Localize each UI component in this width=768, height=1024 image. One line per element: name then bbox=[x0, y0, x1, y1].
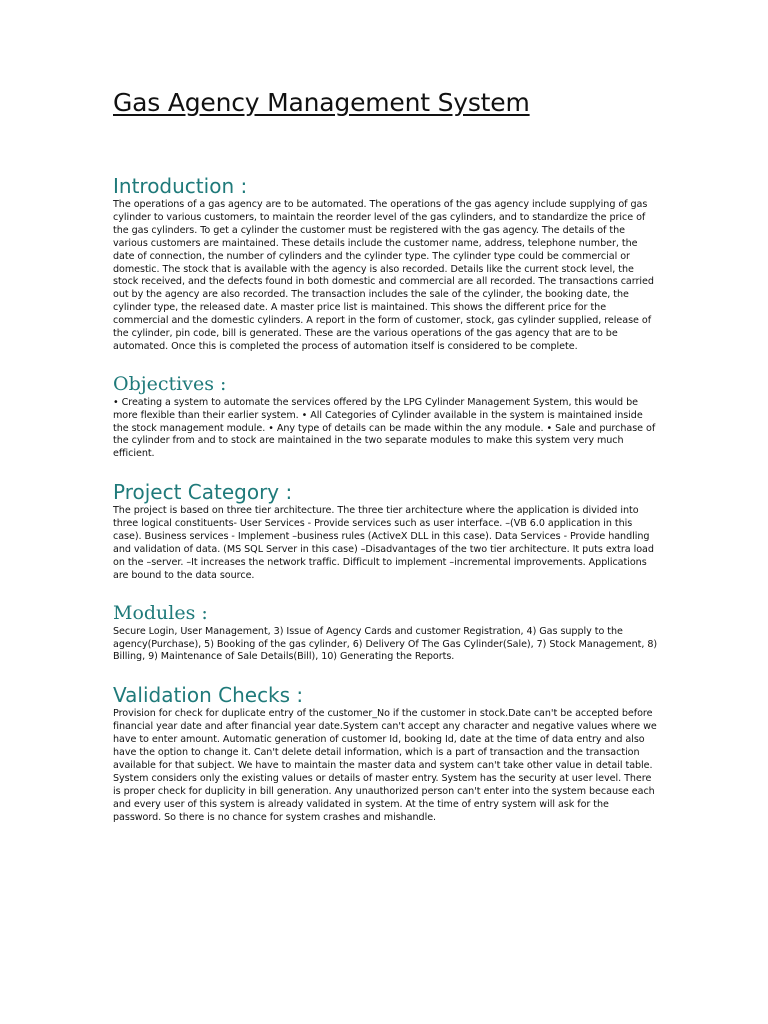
section-modules bbox=[113, 603, 658, 665]
section-body-introduction: The operations of a gas agency are to be automated. The operations of the gas agency include supplying of gas cylinder to various customers, to maintain the reorder level of the gas cylinders, and to standardize the price of the gas cylinders. To get a cylinder the customer must be registered with the gas agency. The details of the various customers are maintained. These details include the customer name, address, telephone number, the date of connection, the number of cylinders and the cylinder type. The cylinder type could be commercial or domestic. The stock that is available with the agency is also recorded. Details like the current stock level, the stock received, and the defects found in both domestic and commercial are all recorded. The transactions carried out by the agency are also recorded. The transaction includes the sale of the cylinder, the booking date, the cylinder type, the released date. A master price list is maintained. This shows the different price for the commercial and the domestic cylinders. A report in the form of customer, stock, gas cylinder supplied, release of the cylinder, pin code, bill is generated. These are the various operations of the gas agency that are to be automated. Once this is completed the process of automation itself is considered to be complete. bbox=[113, 199, 654, 352]
section-body-objectives: • Creating a system to automate the services offered by the LPG Cylinder Management System, this would be more flexible than their earlier system. • All Categories of Cylinder available in the system is maintained inside the stock management module. • Any type of details can be made within the any module. • Sale and purchase of the cylinder from and to stock are maintained in the two separate modules to make this system very much efficient. bbox=[113, 396, 656, 460]
document-title: Gas Agency Management System bbox=[113, 88, 530, 117]
section-heading-introduction: Introduction : bbox=[113, 174, 248, 198]
section-body-project-category: The project is based on three tier architecture. The three tier architecture where the application is divided into three logical constituents- User Services - Provide services such as user interface. –(VB 6.0 application in this case). Business services - Implement –business rules (ActiveX DLL in this case). Data Services - Provide handling and validation of data. (MS SQL Server in this case) –Disadvantages of the two tier architecture. It puts extra load on the –server. –It increases the network traffic. Difficult to implement –incremental improvements. Applications are bound to the data source. bbox=[113, 505, 654, 581]
section-heading-project-category: Project Category : bbox=[113, 480, 293, 505]
section-objectives bbox=[113, 374, 658, 461]
section-introduction bbox=[113, 175, 658, 354]
section-heading-validation-checks: Validation Checks : bbox=[113, 683, 304, 708]
section-body-validation-checks: Provision for check for duplicate entry of the customer_No if the customer in stock.Date can't be accepted before financial year date and after financial year date.System can't accept any character and negative values where we have to enter amount. Automatic generation of customer Id, booking Id, date at the time of data entry and also have the option to change it. Can't delete detail information, which is a part of transaction and the transaction available for that subject. We have to maintain the master data and system can't take other value in detail table. System considers only the existing values or details of master entry. System has the security at user level. There is proper check for duplicity in bill generation. Any unauthorized person can't enter into the system because each and every user of this system is already validated in system. At the time of entry system will ask for the password. So there is no chance for system crashes and mishandle. bbox=[113, 708, 657, 823]
section-project-category bbox=[113, 481, 658, 582]
section-validation-checks bbox=[113, 684, 658, 824]
section-heading-objectives: Objectives : bbox=[113, 372, 227, 395]
section-heading-modules: Modules : bbox=[113, 601, 208, 624]
section-body-modules: Secure Login, User Management, 3) Issue of Agency Cards and customer Registration, 4) Gas supply to the agency(Purchase), 5) Booking of the gas cylinder, 6) Delivery Of The Gas Cylinder(Sale), 7) Stock Management, 8) Billing, 9) Maintenance of Sale Details(Bill), 10) Generating the Reports. bbox=[113, 625, 658, 663]
